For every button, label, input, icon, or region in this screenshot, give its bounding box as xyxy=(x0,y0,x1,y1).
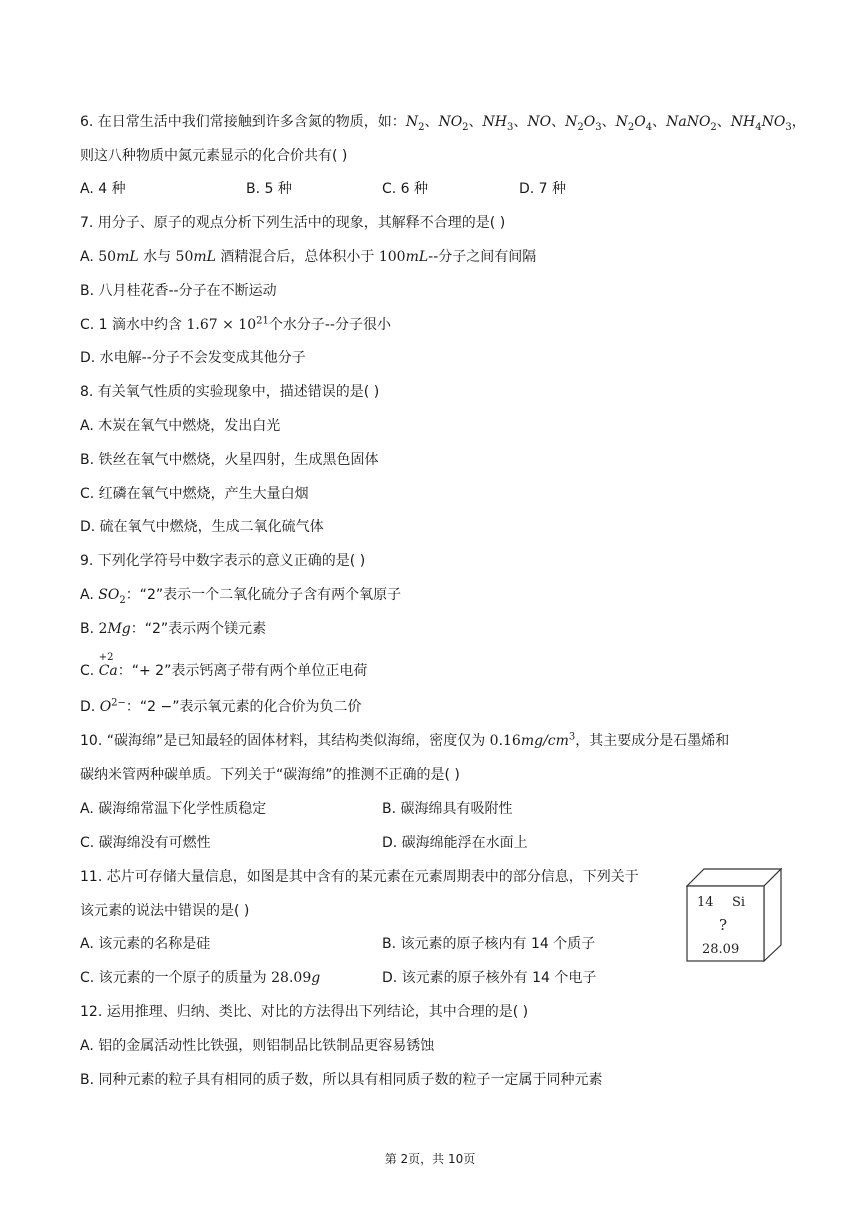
q6-option-c: C. 6 种 xyxy=(382,181,429,197)
q6-line1: 6. 在日常生活中我们常接触到许多含氮的物质，如：$N_2$、$NO_2$、$NH_3$、NO、$N_2O_3$、$N_2O_4$、NaNO$_2$、$NH_4NO_3$， xyxy=(80,114,806,133)
q10-option-d: D. 碳海绵能浮在水面上 xyxy=(382,835,528,851)
q7-option-a: A. 50mL 水与 50mL 酒精混合后，总体积小于 100mL--分子之间有间隔 xyxy=(80,249,537,265)
q10-line2: 碳纳米管两种碳单质。下列关于“碳海绵”的推测不正确的是( ) xyxy=(80,767,460,783)
tile-atomic-number: 14 xyxy=(697,895,714,910)
q7-option-b: B. 八月桂花香--分子在不断运动 xyxy=(80,283,277,299)
q8-option-d: D. 硫在氧气中燃烧，生成二氧化硫气体 xyxy=(80,519,324,535)
tile-side-face xyxy=(764,869,781,961)
q10-option-a: A. 碳海绵常温下化学性质稳定 xyxy=(80,801,267,817)
tile-element-name: ? xyxy=(719,916,728,934)
q11-line1: 11. 芯片可存储大量信息，如图是其中含有的某元素在元素周期表中的部分信息，下列关于 xyxy=(80,869,639,885)
q9-option-a: A. $SO_2$：“2”表示一个二氧化硫分子含有两个氧原子 xyxy=(80,587,402,606)
q12-stem: 12. 运用推理、归纳、类比、对比的方法得出下列结论，其中合理的是( ) xyxy=(80,1004,529,1020)
q11-option-d: D. 该元素的原子核外有 14 个电子 xyxy=(382,970,597,986)
q10-option-b: B. 碳海绵具有吸附性 xyxy=(382,801,513,817)
q12-option-b: B. 同种元素的粒子具有相同的质子数，所以具有相同质子数的粒子一定属于同种元素 xyxy=(80,1072,603,1088)
q8-stem: 8. 有关氧气性质的实验现象中，描述错误的是( ) xyxy=(80,384,380,400)
q6-option-b: B. 5 种 xyxy=(246,181,292,197)
q10-line1: 10. “碳海绵”是已知最轻的固体材料，其结构类似海绵，密度仅为 $0.16mg/cm^3$，其主要成分是石墨烯和 xyxy=(80,731,730,749)
q8-option-b: B. 铁丝在氧气中燃烧，火星四射，生成黑色固体 xyxy=(80,452,379,468)
q9-option-d: D. $O^{2-}$：“2 −”表示氧元素的化合价为负二价 xyxy=(80,697,362,715)
q7-option-c: C. 1 滴水中约含 $1.67 \times 10^{21}$个水分子--分子很小 xyxy=(80,315,391,333)
q12-option-a: A. 铝的金属活动性比铁强，则铝制品比铁制品更容易锈蚀 xyxy=(80,1038,435,1054)
q11-option-b: B. 该元素的原子核内有 14 个质子 xyxy=(382,936,596,952)
q6-line2: 则这八种物质中氮元素显示的化合价共有( ) xyxy=(80,148,348,164)
q9-option-b: B. 2Mg：“2”表示两个镁元素 xyxy=(80,621,267,637)
q10-option-c: C. 碳海绵没有可燃性 xyxy=(80,835,211,851)
element-tile-figure xyxy=(686,868,782,962)
q7-option-d: D. 水电解--分子不会发变成其他分子 xyxy=(80,350,306,366)
q9-stem: 9. 下列化学符号中数字表示的意义正确的是( ) xyxy=(80,553,366,569)
q11-option-c: C. 该元素的一个原子的质量为 28.09g xyxy=(80,970,321,986)
q8-option-a: A. 木炭在氧气中燃烧，发出白光 xyxy=(80,418,281,434)
q9-option-c: C. +2 Ca：“+ 2”表示钙离子带有两个单位正电荷 xyxy=(80,652,368,679)
tile-symbol: Si xyxy=(732,895,746,910)
q6-option-a: A. 4 种 xyxy=(80,181,126,197)
q8-option-c: C. 红磷在氧气中燃烧，产生大量白烟 xyxy=(80,486,309,502)
q7-stem: 7. 用分子、原子的观点分析下列生活中的现象，其解释不合理的是( ) xyxy=(80,215,506,231)
q11-line2: 该元素的说法中错误的是( ) xyxy=(80,903,250,919)
q6-option-d: D. 7 种 xyxy=(519,181,567,197)
q11-option-a: A. 该元素的名称是硅 xyxy=(80,936,211,952)
page-number-footer: 第 2页，共 10页 xyxy=(384,1152,476,1166)
tile-atomic-mass: 28.09 xyxy=(702,942,740,957)
